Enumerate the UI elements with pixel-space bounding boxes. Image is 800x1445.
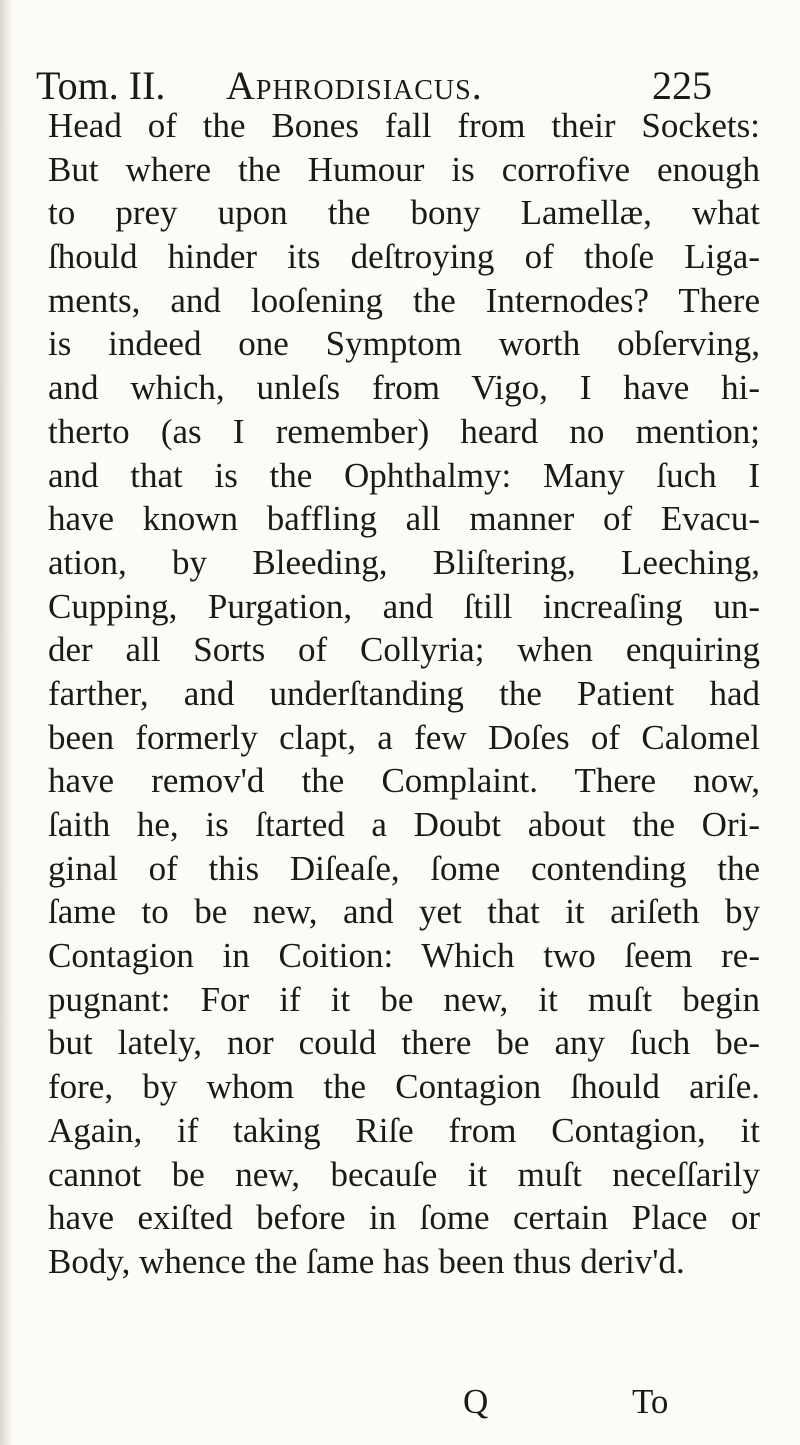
running-title: Aphrodisiacus. [226,63,483,108]
catchline [48,1380,760,1424]
text-line: ſhould hinder its deſtroying of thoſe Liga- [48,237,760,277]
text-line: have remov'd the Complaint. There now, [48,761,760,801]
text-line: have known baffling all manner of Evacu- [48,499,760,539]
volume-label: Tom. II. [36,63,166,108]
signature-mark: Q [463,1382,489,1421]
text-line: ation, by Bleeding, Bliſtering, Leeching, [48,542,760,582]
text-line: have exiſted before in ſome certain Place or [48,1198,760,1238]
text-line: farther, and underſtanding the Patient had [48,673,760,713]
text-line: pugnant: For if it be new, it muſt begin [48,979,760,1019]
text-line: ſame to be new, and yet that it ariſeth by [48,892,760,932]
text-line: and which, unleſs from Vigo, I have hi- [48,368,760,408]
text-line: fore, by whom the Contagion ſhould ariſe. [48,1067,760,1107]
text-line: ginal of this Diſeaſe, ſome contending the [48,848,760,888]
text-line: Again, if taking Riſe from Contagion, it [48,1110,760,1150]
text-line: Head of the Bones fall from their Sockets: [48,106,760,145]
text-line: to prey upon the bony Lamellæ, what [48,193,760,233]
text-line: and that is the Ophthalmy: Many ſuch I [48,455,760,495]
text-line: Contagion in Coition: Which two ſeem re- [48,936,760,976]
gutter-shadow [0,0,14,1445]
text-line: ſaith he, is ſtarted a Doubt about the Ori- [48,805,760,844]
text-line: der all Sorts of Collyria; when enquiring [48,630,760,670]
page-number: 225 [652,63,712,108]
text-line: Cupping, Purgation, and ſtill increaſing un- [48,586,760,626]
text-line: is indeed one Symptom worth obſerving, [48,324,760,364]
text-line: but lately, nor could there be any ſuch be- [48,1023,760,1063]
text-line: Body, whence the ſame has been thus deriv'd. [48,1241,685,1281]
text-line: ments, and looſening the Internodes? There [48,280,760,320]
body-text [48,104,760,1284]
text-line: cannot be new, becauſe it muſt neceſſarily [48,1154,760,1194]
text-line: therto (as I remember) heard no mention; [48,411,760,451]
catchword: To [632,1382,669,1421]
text-line: been formerly clapt, a few Doſes of Calomel [48,717,760,757]
text-line: But where the Humour is corrofive enough [48,149,760,189]
